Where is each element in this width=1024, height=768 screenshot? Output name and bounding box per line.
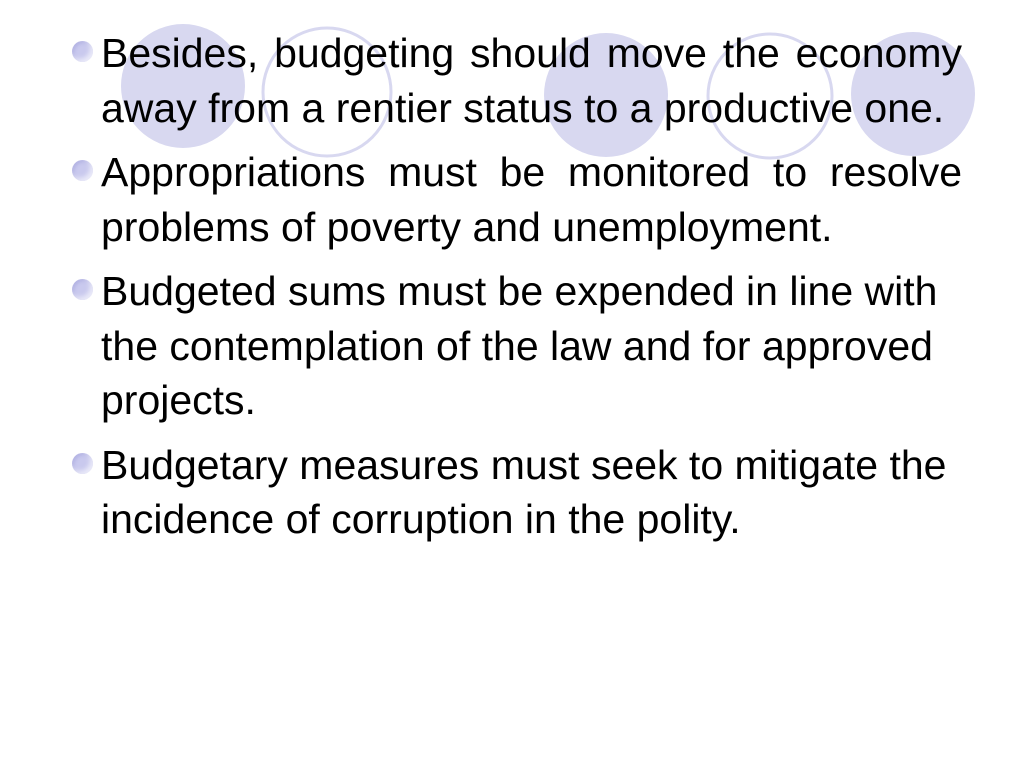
bullet-dot-icon xyxy=(72,453,93,474)
bullet-dot-icon xyxy=(72,41,93,62)
bullet-list xyxy=(72,26,962,557)
bullet-item xyxy=(72,145,962,254)
bullet-dot-icon xyxy=(72,279,93,300)
bullet-text: Besides, budgeting should move the economy away from a rentier status to a productive one. xyxy=(101,30,962,131)
bullet-text: Budgetary measures must seek to mitigate the incidence of corruption in the polity. xyxy=(101,441,947,542)
bullet-dot-icon xyxy=(72,160,93,181)
bullet-item xyxy=(72,26,962,135)
bullet-item xyxy=(72,438,962,547)
bullet-text: Budgeted sums must be expended in line with the contemplation of the law and for approved projects. xyxy=(101,268,938,423)
bullet-text: Appropriations must be monitored to resolve problems of poverty and unemployment. xyxy=(101,149,962,250)
bullet-item xyxy=(72,264,962,428)
